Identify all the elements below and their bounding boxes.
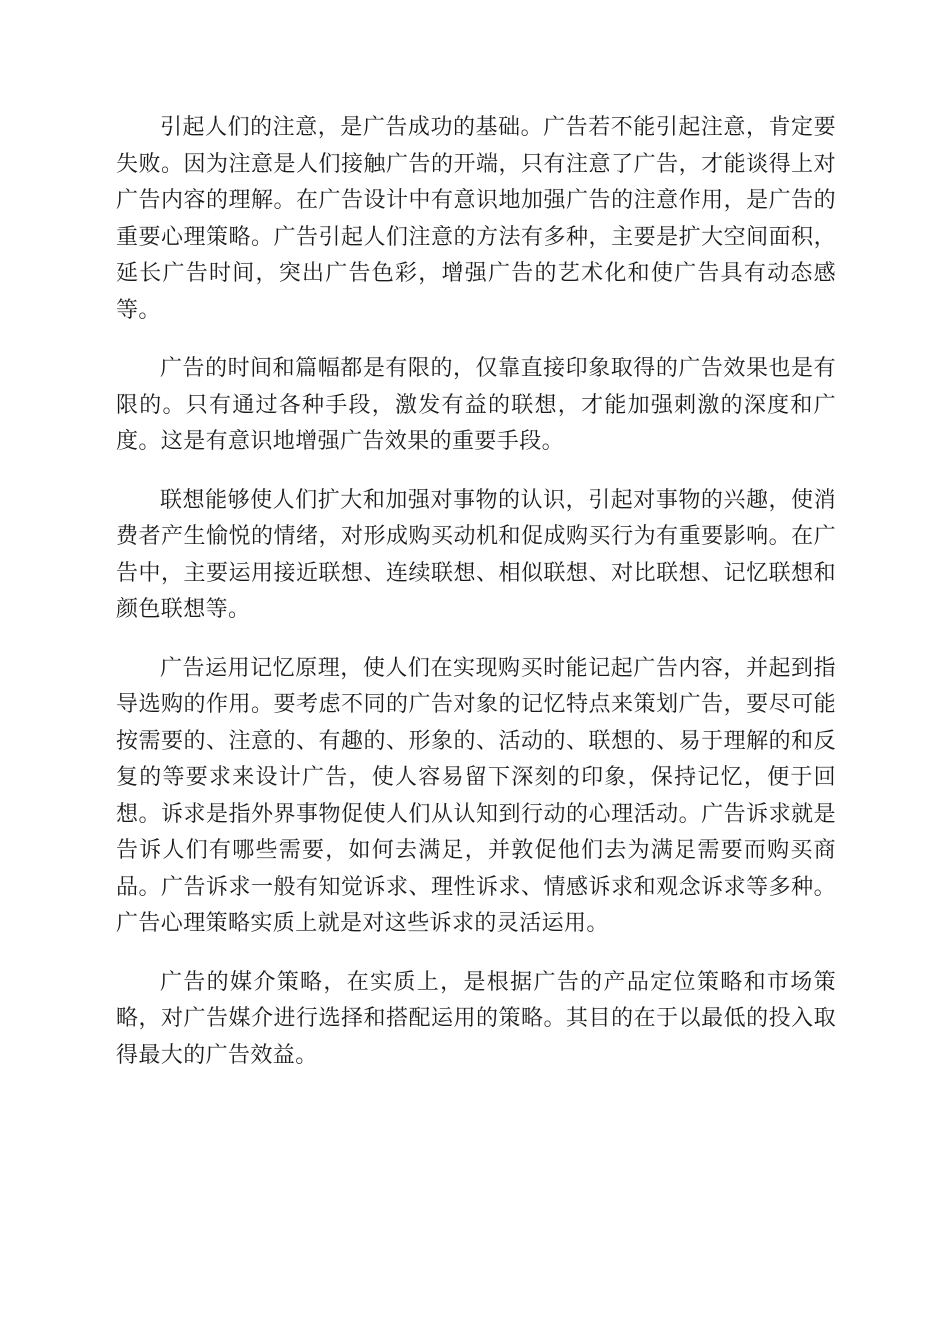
paragraph-association-types: 联想能够使人们扩大和加强对事物的认识，引起对事物的兴趣，使消费者产生愉悦的情绪，对形成购买动机和促成购买行为有重要影响。在广告中，主要运用接近联想、连续联想、相似联想、对比联想、记忆联想和颜色联想等。: [116, 487, 836, 622]
document-body: [116, 110, 836, 1096]
paragraph-attention: 引起人们的注意，是广告成功的基础。广告若不能引起注意，肯定要失败。因为注意是人们接触广告的开端，只有注意了广告，才能谈得上对广告内容的理解。在广告设计中有意识地加强广告的注意作用，是广告的重要心理策略。广告引起人们注意的方法有多种，主要是扩大空间面积，延长广告时间，突出广告色彩，增强广告的艺术化和使广告具有动态感等。: [116, 115, 836, 323]
paragraph-association-intro: 广告的时间和篇幅都是有限的，仅靠直接印象取得的广告效果也是有限的。只有通过各种手段，激发有益的联想，才能加强刺激的深度和广度。这是有意识地增强广告效果的重要手段。: [116, 356, 836, 454]
paragraph-memory-appeal: 广告运用记忆原理，使人们在实现购买时能记起广告内容，并起到指导选购的作用。要考虑不同的广告对象的记忆特点来策划广告，要尽可能按需要的、注意的、有趣的、形象的、活动的、联想的、易于理解的和反复的等要求来设计广告，使人容易留下深刻的印象，保持记忆，便于回想。诉求是指外界事物促使人们从认知到行动的心理活动。广告诉求就是告诉人们有哪些需要，如何去满足，并敦促他们去为满足需要而购买商品。广告诉求一般有知觉诉求、理性诉求、情感诉求和观念诉求等多种。广告心理策略实质上就是对这些诉求的灵活运用。: [116, 655, 836, 936]
paragraph-media-strategy: 广告的媒介策略，在实质上，是根据广告的产品定位策略和市场策略，对广告媒介进行选择和搭配运用的策略。其目的在于以最低的投入取得最大的广告效益。: [116, 969, 836, 1068]
